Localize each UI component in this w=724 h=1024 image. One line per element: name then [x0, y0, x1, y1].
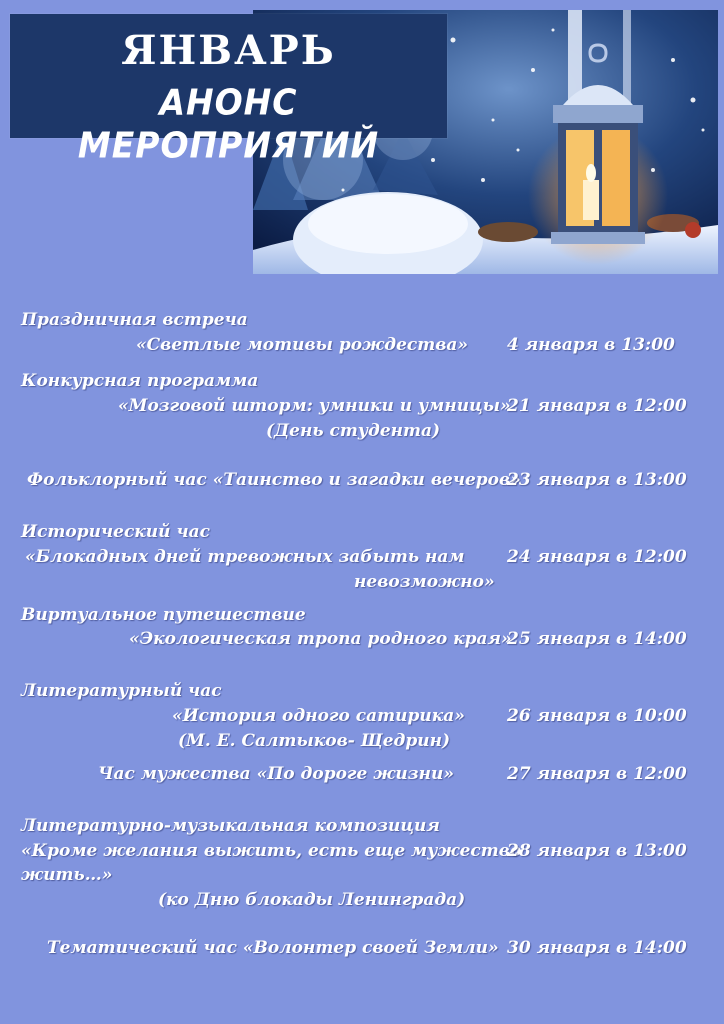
event-date: 28 января в 13:00	[507, 841, 687, 861]
announcement-subtitle: АНОНС МЕРОПРИЯТИЙ	[77, 80, 380, 167]
event-date: 21 января в 12:00	[507, 396, 687, 416]
event-title: «Мозговой шторм: умники и умницы»	[118, 396, 511, 416]
event-date: 27 января в 12:00	[507, 764, 687, 784]
event-type: Литературный час	[21, 681, 222, 701]
event-type: Конкурсная программа	[21, 371, 259, 391]
event-type: Литературно-музыкальная композиция	[21, 816, 440, 836]
event-date: 30 января в 14:00	[507, 938, 687, 958]
event-type: Виртуальное путешествие	[21, 605, 306, 625]
event-date: 23 января в 13:00	[507, 470, 687, 490]
event-title: «Светлые мотивы рождества»	[136, 335, 469, 355]
event-note: (День студента)	[266, 421, 441, 441]
event-title-cont: жить…»	[21, 865, 113, 885]
event-title-cont: невозможно»	[354, 572, 495, 592]
month-title: ЯНВАРЬ	[121, 27, 336, 74]
event-date: 25 января в 14:00	[507, 629, 687, 649]
event-title: Тематический час «Волонтер своей Земли»	[47, 938, 499, 958]
event-title: Фольклорный час «Таинство и загадки вечеров»	[27, 470, 521, 490]
event-date: 26 января в 10:00	[507, 706, 687, 726]
event-title: «История одного сатирика»	[172, 706, 465, 726]
event-title: «Экологическая тропа родного края»	[129, 629, 512, 649]
event-note: (М. Е. Салтыков- Щедрин)	[178, 731, 451, 751]
event-title: «Кроме желания выжить, есть еще мужество	[21, 841, 522, 861]
event-date: 4 января в 13:00	[507, 335, 675, 355]
event-title: Час мужества «По дороге жизни»	[98, 764, 454, 784]
event-type: Праздничная встреча	[21, 310, 248, 330]
event-title: «Блокадных дней тревожных забыть нам	[25, 547, 465, 567]
event-type: Исторический час	[21, 522, 210, 542]
event-date: 24 января в 12:00	[507, 547, 687, 567]
event-note: (ко Дню блокады Ленинграда)	[158, 890, 466, 910]
